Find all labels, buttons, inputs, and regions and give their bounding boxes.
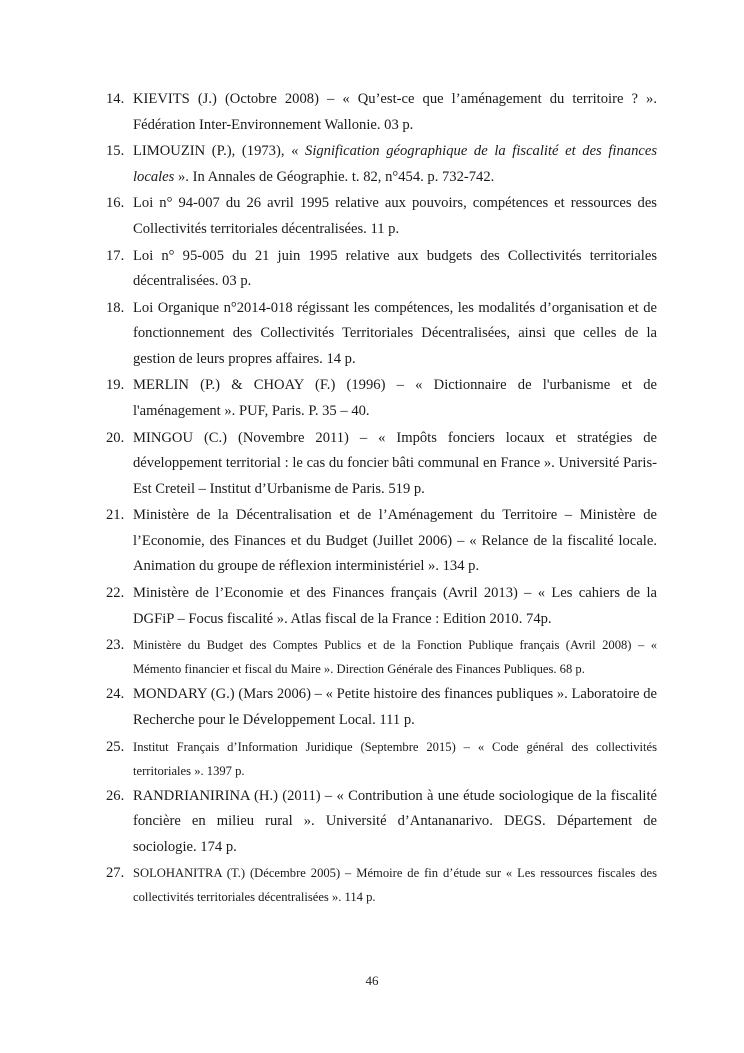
reference-text: Ministère de la Décentralisation et de l’Aménagement du Territoire – Ministère de l’Economie, des Finances et du Budget (Juillet 2006) – « Relance de la fiscalité locale. Animation du groupe de réflexion interministériel ». 134 p. (133, 507, 657, 575)
reference-text: RANDRIANIRINA (H.) (2011) – « Contribution à une étude sociologique de la fiscalité foncière en milieu rural ». Université d’Antananarivo. DEGS. Département de sociologie. 174 p. (133, 787, 657, 855)
reference-text: MONDARY (G.) (Mars 2006) – « Petite histoire des finances publiques ». Laboratoire de Recherche pour le Développement Local. 111 p. (133, 686, 657, 728)
reference-text (133, 143, 657, 185)
reference-item (106, 503, 657, 580)
reference-number: 19. (106, 377, 125, 394)
reference-text-before: LIMOUZIN (P.), (1973), « (133, 143, 306, 160)
reference-number: 26. (106, 787, 125, 804)
reference-text: Loi n° 94-007 du 26 avril 1995 relative aux pouvoirs, compétences et ressources des Collectivités territoriales décentralisées. 11 p. (133, 195, 657, 237)
reference-text: MERLIN (P.) & CHOAY (F.) (1996) – « Dictionnaire de l'urbanisme et de l'aménagement ». PUF, Paris. P. 35 – 40. (133, 377, 657, 419)
reference-item (106, 296, 657, 373)
reference-text-after: ». In Annales de Géographie. t. 82, n°454. p. 732-742. (174, 168, 495, 185)
reference-item (106, 633, 657, 681)
reference-number: 15. (106, 143, 125, 160)
reference-number: 20. (106, 429, 125, 446)
reference-item (106, 682, 657, 733)
reference-number: 24. (106, 686, 125, 703)
reference-item (106, 87, 657, 138)
reference-title-italic: Signification géographique de la fiscalité et des finances locales (133, 143, 657, 185)
reference-item (106, 244, 657, 295)
reference-item (106, 735, 657, 783)
reference-item (106, 784, 657, 861)
reference-text: KIEVITS (J.) (Octobre 2008) – « Qu’est-ce que l’aménagement du territoire ? ». Fédération Inter-Environnement Wallonie. 03 p. (133, 91, 657, 133)
page-number: 46 (365, 973, 379, 988)
reference-text: Ministère de l’Economie et des Finances français (Avril 2013) – « Les cahiers de la DGFiP – Focus fiscalité ». Atlas fiscal de la France : Edition 2010. 74p. (133, 585, 657, 627)
reference-text: SOLOHANITRA (T.) (Décembre 2005) – Mémoire de fin d’étude sur « Les ressources fiscales des collectivités territoriales décentralisées ». 114 p. (133, 866, 657, 905)
reference-number: 25. (106, 738, 125, 755)
reference-list (106, 87, 657, 911)
reference-number: 18. (106, 299, 125, 316)
reference-text: Ministère du Budget des Comptes Publics et de la Fonction Publique français (Avril 2008) – « Mémento financier et fiscal du Maire ». Direction Générale des Finances Publiques. 68 p. (133, 638, 657, 677)
reference-text: MINGOU (C.) (Novembre 2011) – « Impôts fonciers locaux et stratégies de développement territorial : le cas du foncier bâti communal en France ». Université Paris-Est Creteil – Institut d’Urbanisme de Paris. 519 p. (133, 429, 657, 497)
reference-number: 16. (106, 195, 125, 212)
reference-number: 23. (106, 637, 125, 654)
reference-item (106, 139, 657, 190)
reference-number: 14. (106, 91, 125, 107)
reference-number: 21. (106, 507, 125, 524)
reference-item (106, 373, 657, 424)
reference-number: 27. (106, 865, 125, 882)
reference-number: 22. (106, 585, 125, 601)
reference-item (106, 426, 657, 503)
reference-text: Loi n° 95-005 du 21 juin 1995 relative aux budgets des Collectivités territoriales décentralisées. 03 p. (133, 247, 657, 290)
reference-number: 17. (106, 247, 125, 264)
reference-item (106, 191, 657, 242)
reference-item (106, 861, 657, 909)
reference-item (106, 581, 657, 632)
reference-text: Loi Organique n°2014-018 régissant les compétences, les modalités d’organisation et de fonctionnement des Collectivités Territoriales Décentralisées, ainsi que celles de la gestion de leurs propres affaires. 14 p. (133, 299, 657, 367)
reference-text: Institut Français d’Information Juridique (Septembre 2015) – « Code général des collectivités territoriales ». 1397 p. (133, 739, 657, 778)
